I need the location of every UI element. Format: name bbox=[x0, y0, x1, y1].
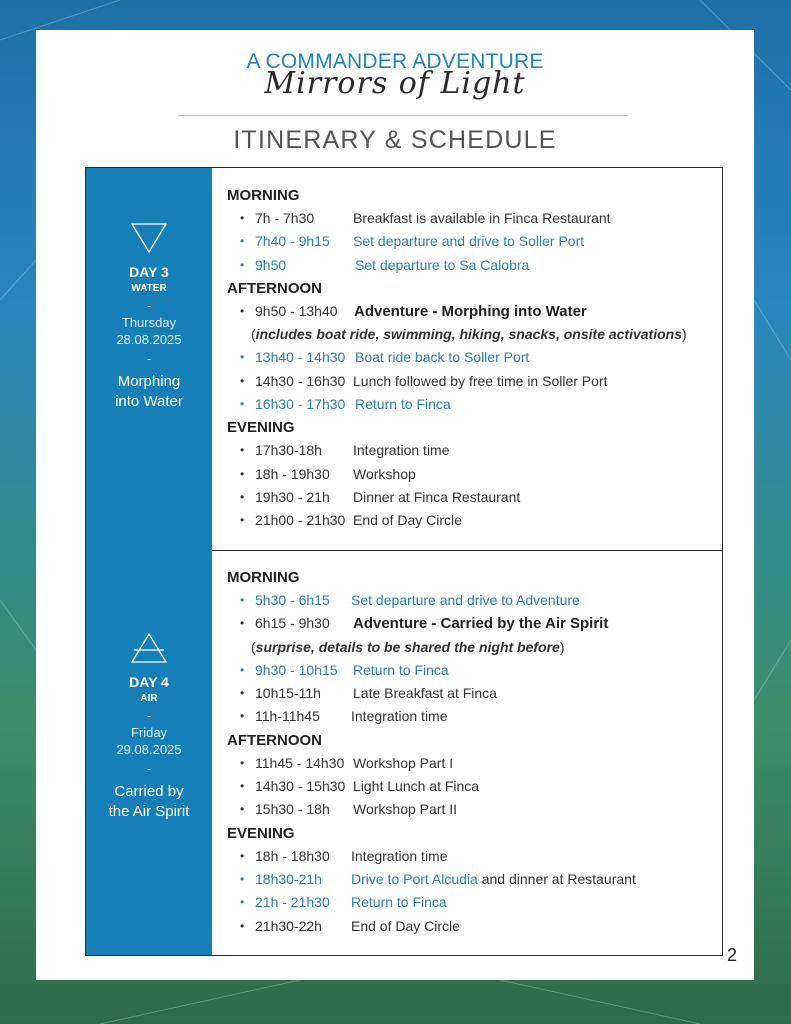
item-time: 7h - 7h30 bbox=[255, 210, 315, 226]
schedule-item bbox=[227, 393, 716, 416]
day-title-line2: into Water bbox=[115, 393, 183, 411]
schedule-item bbox=[227, 300, 716, 323]
item-text: Lunch followed by free time in Soller Port bbox=[353, 372, 608, 389]
schedule-item bbox=[227, 370, 716, 393]
separator-dash: - bbox=[146, 762, 152, 776]
schedule-item bbox=[227, 682, 716, 705]
item-time: 21h30-22h bbox=[255, 917, 322, 934]
item-text: Integration time bbox=[351, 708, 448, 725]
schedule-item bbox=[227, 439, 716, 462]
item-note-text: surprise, details to be shared the night before bbox=[255, 638, 560, 655]
schedule-item bbox=[227, 845, 716, 868]
schedule-item bbox=[227, 659, 716, 682]
item-text: Drive to Port Alcudia bbox=[351, 870, 478, 887]
item-time: 9h50 bbox=[255, 256, 287, 273]
page-sheet bbox=[36, 30, 754, 980]
item-text: Return to Finca bbox=[353, 661, 449, 678]
item-text: Workshop bbox=[353, 465, 416, 482]
item-time: 11h45 - 14h30 bbox=[255, 754, 345, 771]
schedule-item bbox=[227, 254, 716, 277]
item-time: 18h - 19h30 bbox=[255, 465, 330, 482]
page-number: 2 bbox=[727, 945, 738, 965]
item-text: Integration time bbox=[351, 847, 448, 864]
item-text: Return to Finca bbox=[351, 894, 447, 911]
day-3-schedule bbox=[227, 184, 716, 533]
item-time: 14h30 - 15h30 bbox=[255, 778, 346, 795]
day-element: WATER bbox=[131, 283, 167, 294]
item-text: Boat ride back to Soller Port bbox=[355, 349, 530, 366]
item-time: 13h40 - 14h30 bbox=[255, 349, 346, 366]
schedule-item bbox=[227, 868, 716, 891]
item-note-text: includes boat ride, swimming, hiking, snacks, onsite activations bbox=[255, 326, 683, 343]
schedule-item bbox=[227, 775, 716, 798]
item-text: Workshop Part II bbox=[353, 801, 458, 818]
schedule-item bbox=[227, 509, 716, 532]
schedule-item bbox=[227, 798, 716, 821]
item-time: 15h30 - 18h bbox=[255, 801, 330, 818]
day-title bbox=[86, 372, 212, 413]
item-time: 16h30 - 17h30 bbox=[255, 396, 346, 413]
day-3-sidebar bbox=[86, 168, 212, 550]
separator-dash: - bbox=[146, 709, 152, 723]
schedule-item bbox=[227, 346, 716, 369]
schedule-item bbox=[227, 705, 716, 728]
day-element: AIR bbox=[140, 693, 158, 704]
item-time: 9h30 - 10h15 bbox=[255, 661, 338, 678]
day-4-block bbox=[85, 550, 723, 956]
day-title-line1: Carried by bbox=[114, 783, 184, 800]
item-time: 5h30 - 6h15 bbox=[255, 592, 330, 608]
item-text: Set departure and drive to Soller Port bbox=[353, 233, 585, 250]
schedule-item bbox=[227, 207, 716, 230]
page-subtitle: ITINERARY & SCHEDULE bbox=[233, 126, 557, 154]
day-title-line2: the Air Spirit bbox=[108, 803, 190, 821]
schedule-item bbox=[227, 891, 716, 914]
item-time: 10h15-11h bbox=[255, 685, 321, 702]
item-text: End of Day Circle bbox=[351, 917, 460, 934]
item-text: Dinner at Finca Restaurant bbox=[353, 488, 521, 505]
item-note: (includes boat ride, swimming, hiking, snacks, onsite activations) bbox=[251, 326, 687, 343]
evening-heading: EVENING bbox=[227, 419, 295, 437]
afternoon-heading: AFTERNOON bbox=[227, 279, 322, 297]
header-divider bbox=[178, 115, 628, 116]
brand-title: A COMMANDER ADVENTURE bbox=[246, 50, 544, 73]
schedule-item bbox=[227, 486, 716, 509]
day-4-schedule bbox=[227, 566, 716, 938]
water-symbol-icon bbox=[129, 220, 169, 256]
schedule-item bbox=[227, 752, 716, 775]
item-text: Adventure - Carried by the Air Spirit bbox=[353, 615, 609, 633]
item-text: Integration time bbox=[353, 442, 450, 459]
day-title-line1: Morphing bbox=[117, 373, 181, 390]
item-time: 21h00 - 21h30 bbox=[255, 512, 346, 529]
item-note: (surprise, details to be shared the night before) bbox=[251, 638, 565, 655]
day-date: 29.08.2025 bbox=[116, 742, 182, 757]
separator-dash: - bbox=[146, 352, 152, 366]
item-time: 21h - 21h30 bbox=[255, 894, 330, 911]
morning-heading: MORNING bbox=[227, 187, 300, 204]
evening-heading: EVENING bbox=[227, 824, 295, 842]
day-3-block bbox=[85, 167, 723, 551]
afternoon-heading: AFTERNOON bbox=[227, 731, 322, 749]
item-text: Set departure to Sa Calobra bbox=[355, 256, 530, 273]
air-symbol-icon bbox=[129, 630, 169, 666]
day-number: DAY 4 bbox=[129, 674, 169, 690]
item-text: Late Breakfast at Finca bbox=[353, 685, 497, 702]
schedule-item bbox=[227, 230, 716, 253]
item-text: Workshop Part I bbox=[353, 754, 454, 771]
schedule-item bbox=[227, 915, 716, 938]
item-time: 9h50 - 13h40 bbox=[255, 302, 338, 319]
item-text: Light Lunch at Finca bbox=[353, 778, 480, 795]
item-time: 17h30-18h bbox=[255, 442, 322, 459]
item-time: 18h - 18h30 bbox=[255, 847, 330, 864]
item-text: Return to Finca bbox=[355, 396, 451, 413]
day-4-sidebar bbox=[86, 550, 212, 955]
item-time: 19h30 - 21h bbox=[255, 488, 330, 505]
day-date: 28.08.2025 bbox=[116, 332, 182, 347]
brand-script-title: Mirrors of Light bbox=[264, 66, 526, 101]
schedule-item bbox=[227, 612, 716, 635]
schedule-item bbox=[227, 463, 716, 486]
item-text: Set departure and drive to Adventure bbox=[351, 592, 580, 608]
day-number: DAY 3 bbox=[129, 264, 169, 280]
brand-header bbox=[36, 50, 754, 101]
separator-dash: - bbox=[146, 299, 152, 313]
item-text: Adventure - Morphing into Water bbox=[354, 302, 587, 320]
day-title bbox=[86, 782, 212, 823]
item-time: 6h15 - 9h30 bbox=[255, 615, 330, 632]
item-text-suffix: and dinner at Restaurant bbox=[477, 870, 636, 887]
day-weekday: Friday bbox=[130, 725, 168, 740]
item-time: 14h30 - 16h30 bbox=[255, 372, 346, 389]
day-weekday: Thursday bbox=[121, 315, 177, 330]
item-time: 7h40 - 9h15 bbox=[255, 233, 330, 250]
item-text: End of Day Circle bbox=[353, 512, 462, 529]
item-text: Breakfast is available in Finca Restaurant bbox=[353, 210, 611, 226]
morning-heading: MORNING bbox=[227, 569, 300, 586]
schedule-item bbox=[227, 589, 716, 612]
item-time: 11h-11h45 bbox=[255, 708, 320, 725]
item-time: 18h30-21h bbox=[255, 870, 322, 887]
